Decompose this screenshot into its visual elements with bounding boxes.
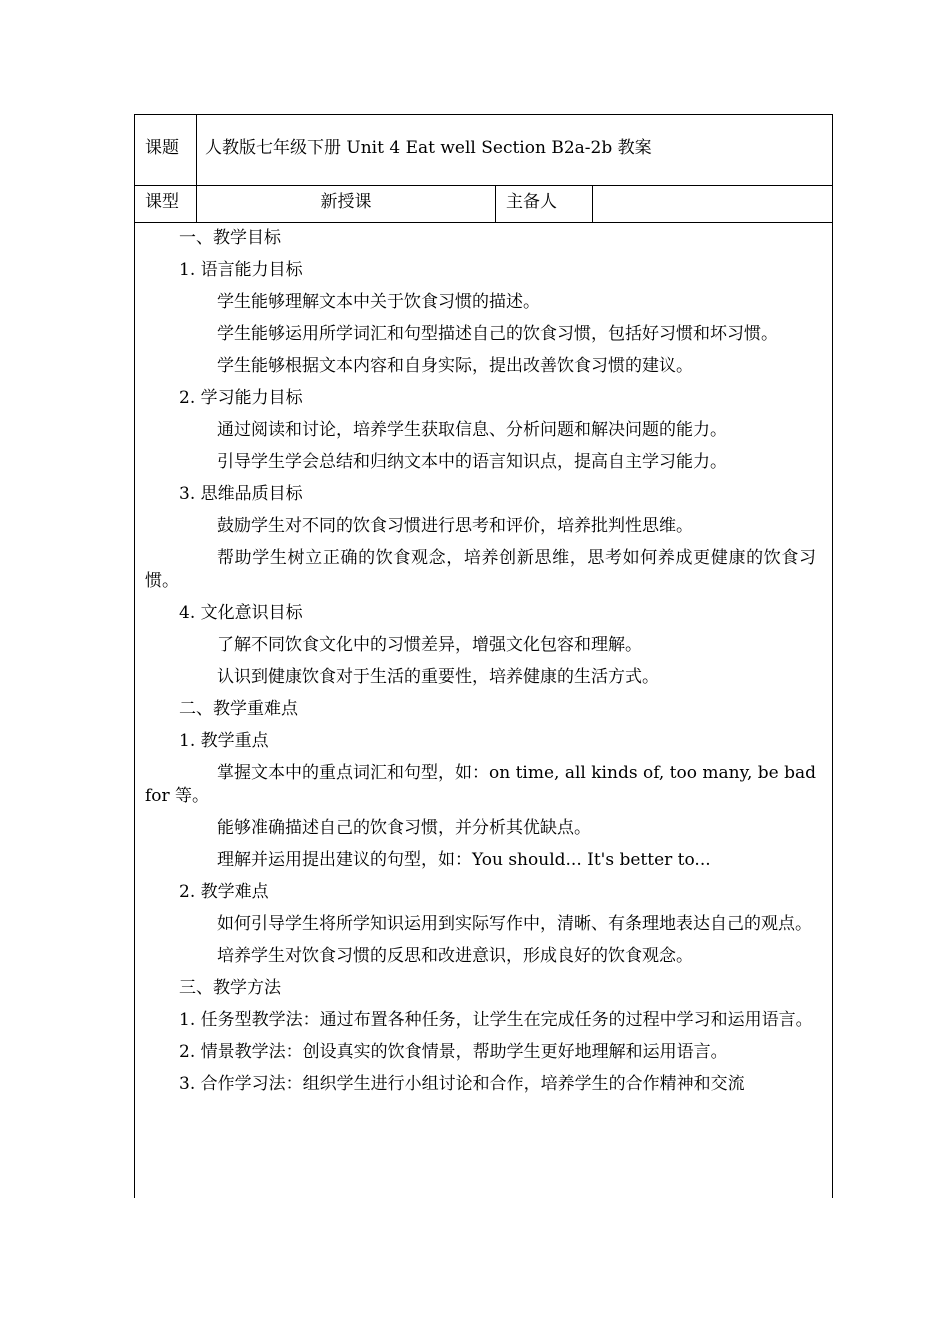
paragraph: 学生能够根据文本内容和自身实际，提出改善饮食习惯的建议。	[217, 356, 693, 376]
paragraph: 如何引导学生将所学知识运用到实际写作中，清晰、有条理地表达自己的观点。	[217, 914, 812, 934]
subsection-heading: 4. 文化意识目标	[179, 603, 303, 623]
preparer-value	[593, 186, 832, 222]
paragraph: 帮助学生树立正确的饮食观念，培养创新思维，思考如何养成更健康的饮食习惯。	[145, 548, 816, 591]
preparer-label: 主备人	[496, 186, 593, 222]
paragraph: 鼓励学生对不同的饮食习惯进行思考和评价，培养批判性思维。	[217, 516, 693, 536]
paragraph: 认识到健康饮食对于生活的重要性，培养健康的生活方式。	[217, 667, 659, 687]
topic-row	[135, 115, 832, 186]
paragraph: 引导学生学会总结和归纳文本中的语言知识点，提高自主学习能力。	[217, 452, 727, 472]
subsection-heading: 2. 学习能力目标	[179, 388, 303, 408]
subsection-heading: 1. 语言能力目标	[179, 260, 303, 280]
paragraph: 通过阅读和讨论，培养学生获取信息、分析问题和解决问题的能力。	[217, 420, 727, 440]
paragraph: 培养学生对饮食习惯的反思和改进意识，形成良好的饮食观念。	[217, 946, 693, 966]
method-item: 2. 情景教学法：创设真实的饮食情景，帮助学生更好地理解和运用语言。	[179, 1042, 728, 1062]
paragraph: 能够准确描述自己的饮食习惯，并分析其优缺点。	[217, 818, 591, 838]
lesson-plan-table	[134, 114, 833, 1198]
method-item: 3. 合作学习法：组织学生进行小组讨论和合作，培养学生的合作精神和交流	[179, 1074, 745, 1094]
paragraph: 学生能够运用所学词汇和句型描述自己的饮食习惯，包括好习惯和坏习惯。	[217, 324, 778, 344]
section-heading: 一、教学目标	[179, 228, 281, 248]
topic-value: 人教版七年级下册 Unit 4 Eat well Section B2a-2b 教案	[205, 138, 652, 158]
section-heading: 三、教学方法	[179, 978, 281, 998]
type-value: 新授课	[197, 186, 496, 222]
subsection-heading: 1. 教学重点	[179, 731, 269, 751]
subsection-heading: 3. 思维品质目标	[179, 484, 303, 504]
type-label: 课型	[135, 186, 197, 222]
method-item: 1. 任务型教学法：通过布置各种任务，让学生在完成任务的过程中学习和运用语言。	[179, 1010, 813, 1030]
subsection-heading: 2. 教学难点	[179, 882, 269, 902]
paragraph: 学生能够理解文本中关于饮食习惯的描述。	[217, 292, 540, 312]
paragraph: 了解不同饮食文化中的习惯差异，增强文化包容和理解。	[217, 635, 642, 655]
topic-label: 课题	[135, 115, 197, 185]
type-row	[135, 186, 832, 223]
paragraph: 理解并运用提出建议的句型，如：You should... It's better to...	[217, 850, 711, 870]
lesson-content	[145, 224, 816, 1198]
section-heading: 二、教学重难点	[179, 699, 298, 719]
paragraph: 掌握文本中的重点词汇和句型，如：on time, all kinds of, too many, be bad for 等。	[145, 763, 816, 806]
